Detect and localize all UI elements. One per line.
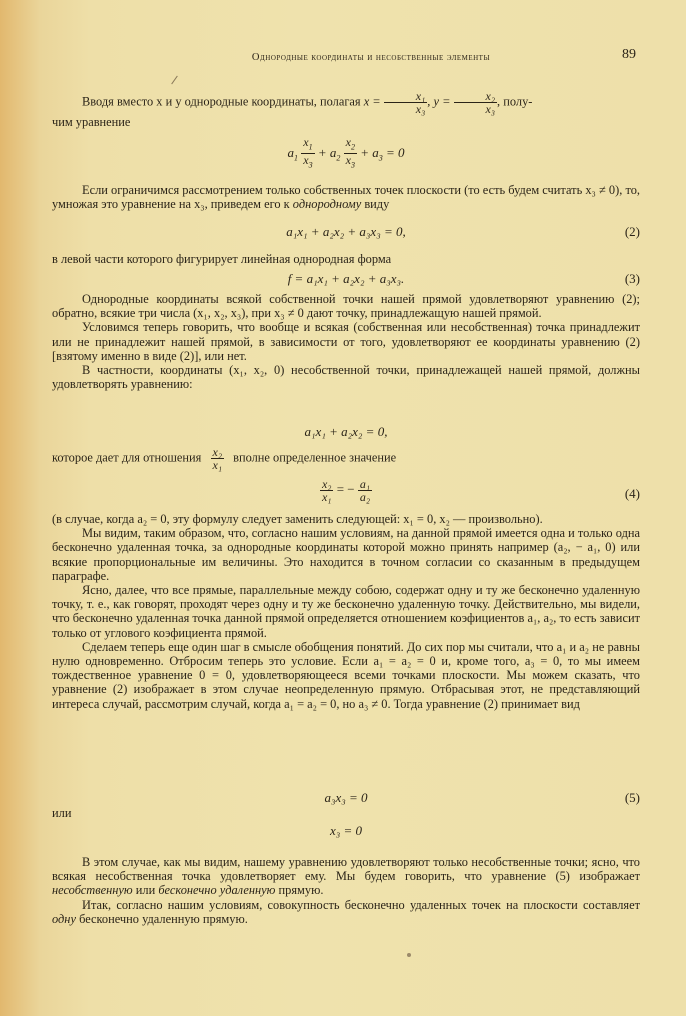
fraction: $\frac{\text{x₂}}{\text{x₃}}$	[454, 90, 498, 115]
paragraph-2: Если ограничимся рассмотрением только собственных точек плоскости (то есть будем считать x₃ ≠ 0), то, умножая это уравнение на x₃, приведем его к однородному виду	[52, 183, 640, 212]
paragraph-8: (в случае, когда a₂ = 0, эту формулу следует заменить следующей: x₁ = 0, x₂ — произвольно). Мы видим, таким образом, что, согласно нашим условиям, на данной прямой имеется одна и только одна бесконечно удаленная точка, за однородные координаты которой можно принять например (a₂, − a₁, 0) или всякие пропорциональные им величины. Это находится в точном согласии со сказанным в предыдущем параграфе. Ясно, далее, что все прямые, параллельные между собою, содержат одну и ту же бесконечно удаленную точку, т. е., как говорят, проходят через одну и ту же бесконечно удаленную точку. Действительно, мы видели, что бесконечно удаленная точка данной прямой определяется отношением коэфициентов a₁, a₂, то есть зависит только от углового коэфициента прямой. Сделаем теперь еще один шаг в смысле обобщения понятий. До сих пор мы считали, что a₁ и a₂ не равны нулю одновременно. Отбросим теперь это условие. Если a₁ = a₂ = 0 и, кроме того, a₃ = 0, то мы имеем тождественное уравнение 0 = 0, удовлетворяющееся всеми точками плоскости. Мы можем сказать, что уравнение (2) изображает в этом случае неопределенную прямую. Отбрасывая этот, не представляющий интереса случай, рассмотрим случай, когда a₁ = a₂ = 0, но a₃ ≠ 0. Тогда уравнение (2) принимает вид	[52, 512, 640, 711]
paragraph-4: Однородные координаты всякой собственной точки нашей прямой удовлетворяют уравнению (2); обратно, всякие три числа (x₁, x₂, x₃), при x₃ ≠ 0 дают точку, принадлежащую нашей прямой. Условимся теперь говорить, что вообще и всякая (собственная или несобственная) точка принадлежит или не принадлежит нашей прямой, в зависимости от того, удовлетворяют ее координаты уравнению (2) [взятому именно в виде (2)], или нет. В частности, координаты (x₁, x₂, 0) несобственной точки, принадлежащей нашей прямой, должны удовлетворять уравнению:	[52, 292, 640, 392]
equation-number: (2)	[624, 224, 640, 239]
page-number: 89	[622, 47, 636, 62]
equation-4: $\frac{\text{x₂}}{\text{x₁}}$ = − $\frac{\text{a₁}}{\text{a₂}}$ (4)	[321, 477, 640, 504]
equation-number: (4)	[624, 486, 640, 501]
equation-number: (3)	[624, 271, 640, 286]
paragraph-13: В этом случае, как мы видим, нашему уравнению удовлетворяют только несобственные точки; ясно, что всякая несобственная точка удовлетворяет ему. Мы будем говорить, что уравнение (5) изображает несобственную или бесконечно удаленную прямую. Итак, согласно нашим условиям, совокупность бесконечно удаленных точек на плоскости составляет одну бесконечно удаленную прямую.	[52, 855, 640, 926]
equation-2: a₁x₁ + a₂x₂ + a₃x₃ = 0, (2)	[286, 224, 640, 239]
ink-speck	[407, 953, 411, 957]
running-title: Однородные координаты и несобственные элементы	[251, 52, 491, 63]
equation-6: x₃ = 0	[329, 823, 363, 838]
fraction: $\frac{\text{x₁}}{\text{x₃}}$	[384, 90, 428, 115]
pencil-mark	[171, 76, 178, 85]
paragraph-3: в левой части которого фигурирует линейная однородная форма	[52, 252, 392, 266]
paragraph-7: которое дает для отношения $\frac{\text{x₂}}{\text{x₁}}$ вполне определенное значение	[52, 445, 397, 472]
paragraph-or: или	[52, 806, 72, 820]
equation-5: a₃x₃ = 0 (5)	[324, 790, 640, 805]
equation-1: $a_1$ $\frac{x_1}{x_3}$ + $a_2$ $\frac{x_2}{x_3}$ + $a_3 = 0$	[287, 135, 405, 170]
equation-3: f = a₁x₁ + a₂x₂ + a₃x₃. (3)	[287, 271, 640, 286]
equation-4a: a₁x₁ + a₂x₂ = 0,	[304, 424, 388, 439]
equation-number: (5)	[624, 790, 640, 805]
paragraph-intro: Вводя вместо x и y однородные координаты, полагая x = $\frac{\text{x₁}}{\text{x₃}}$ , y = $\frac{\text{x₂}}{\text{x₃}}$ , полу- чим уравнение	[52, 89, 533, 129]
